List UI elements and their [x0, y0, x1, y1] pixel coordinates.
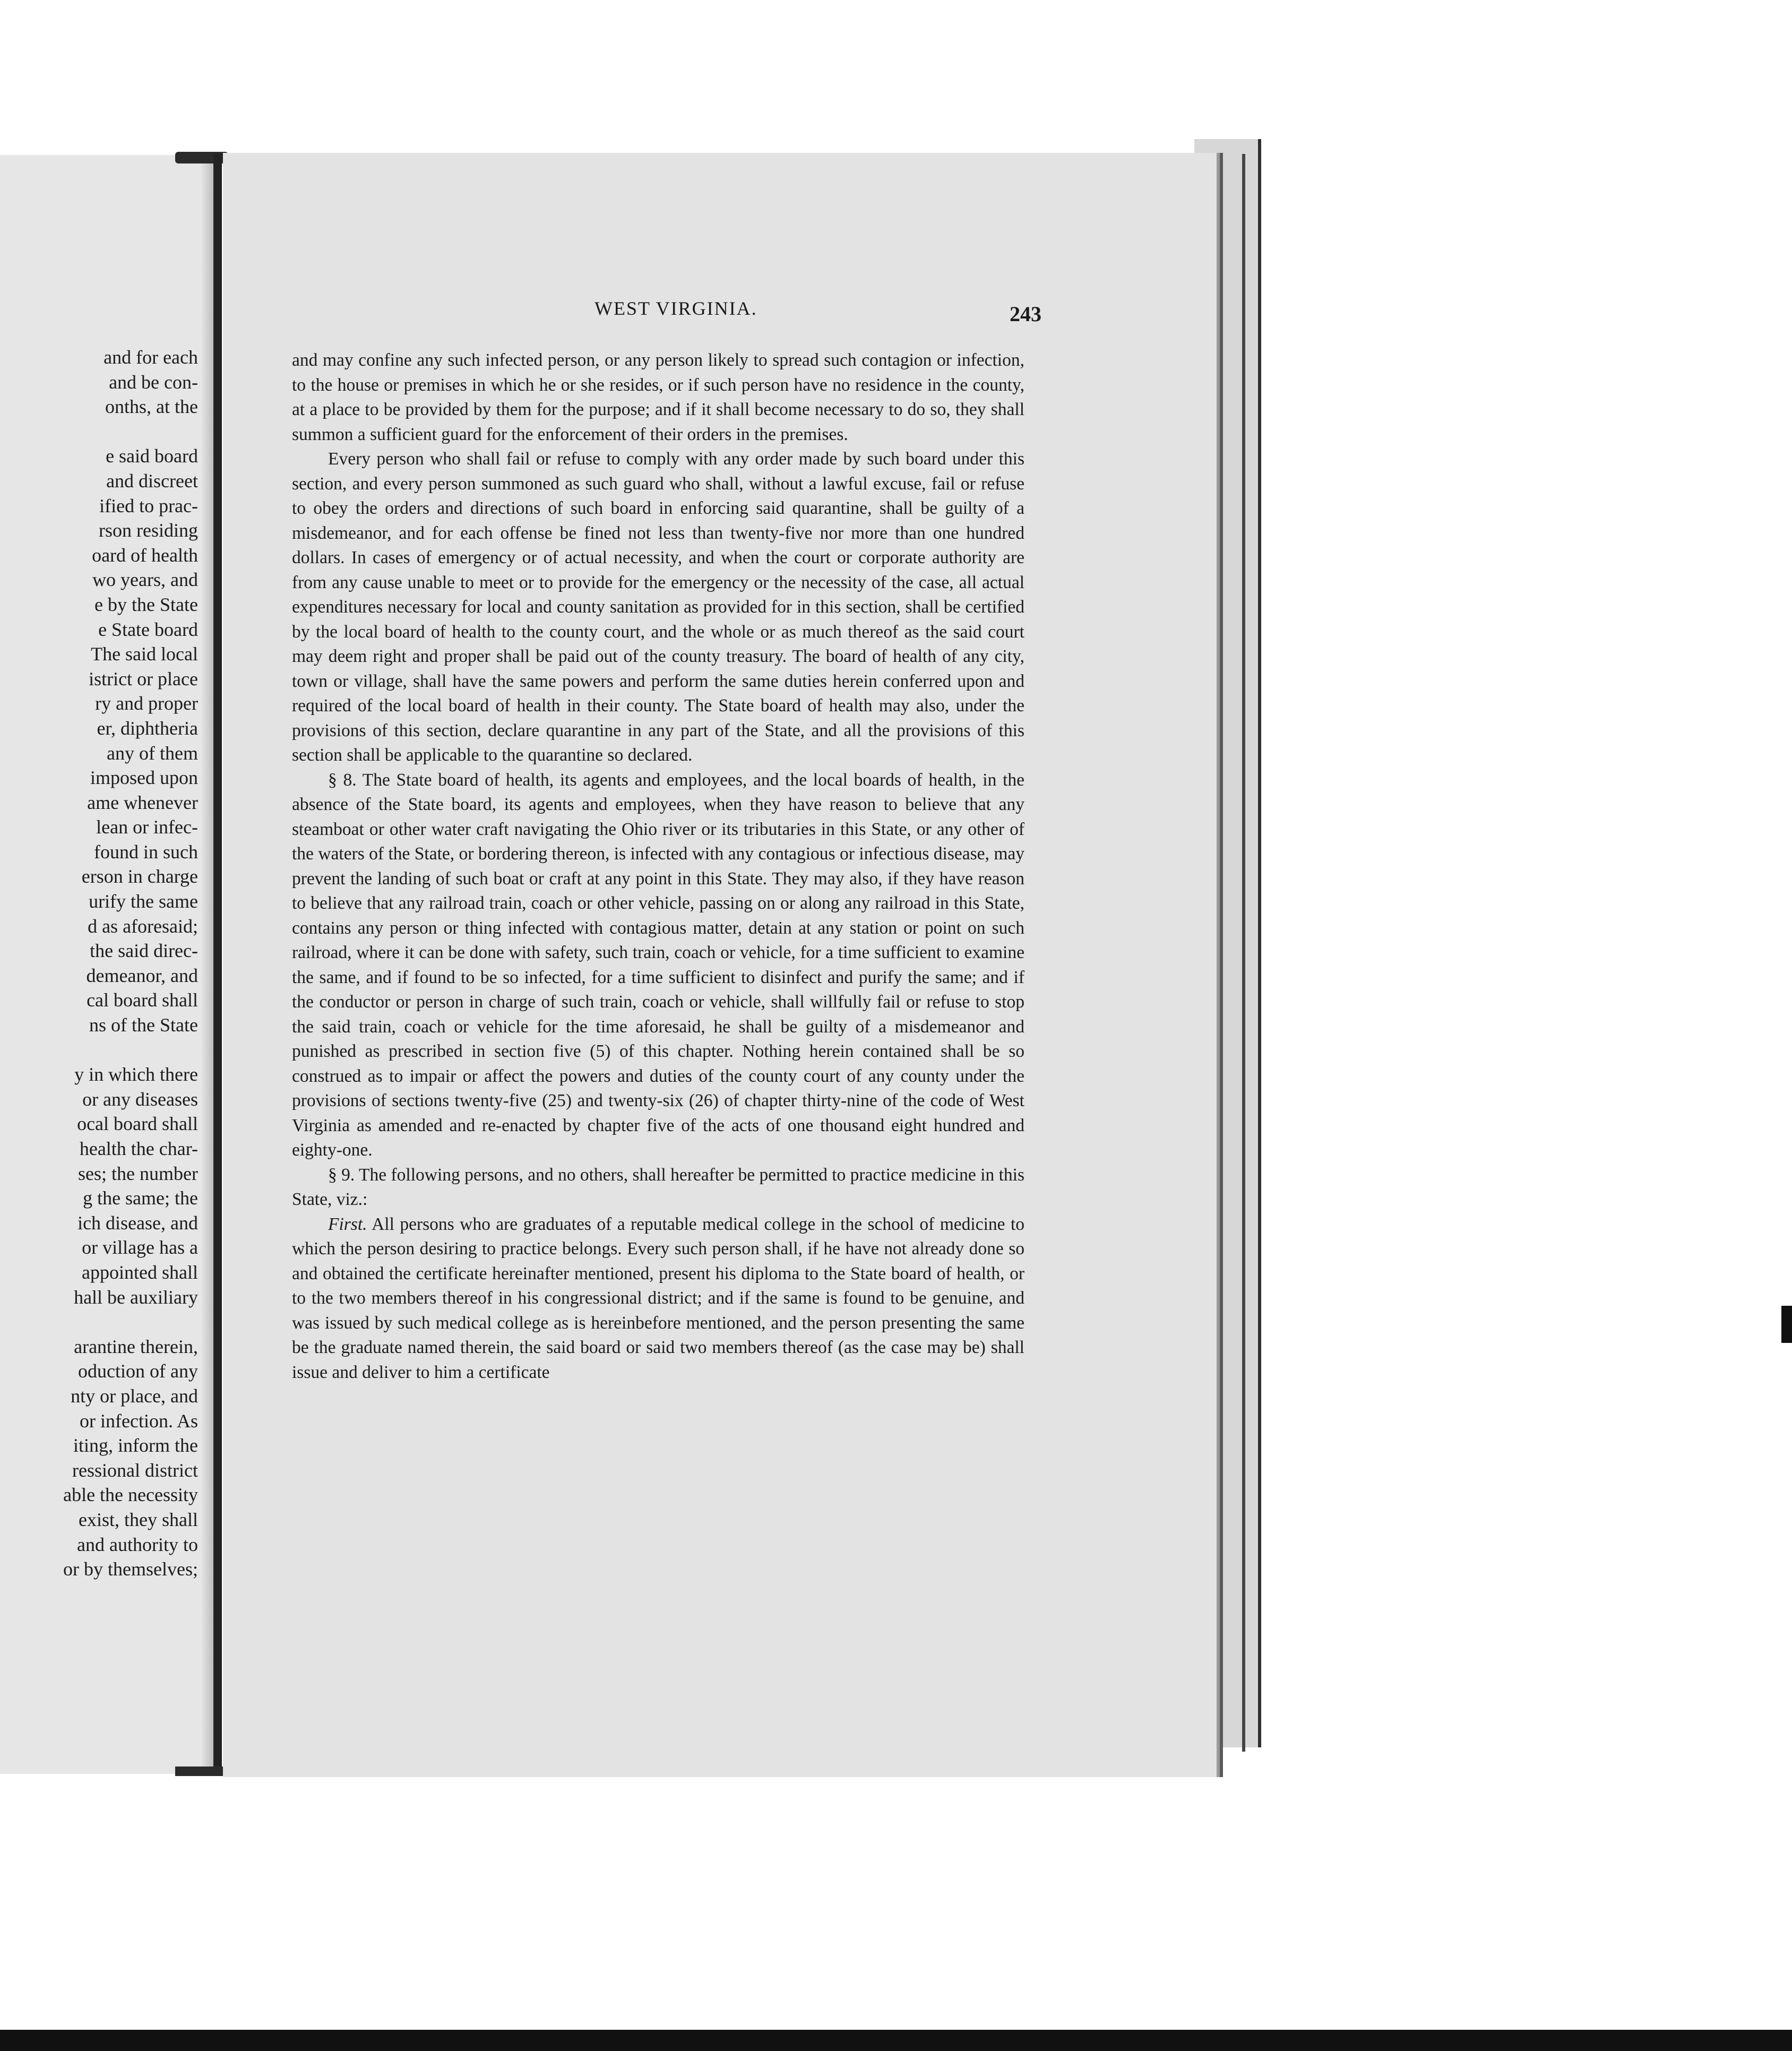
left-page-line: health the char- [79, 1138, 198, 1159]
left-page-line: ocal board shall [77, 1113, 198, 1135]
left-page-line: istrict or place [89, 668, 198, 690]
paragraph-section-8: § 8. The State board of health, its agents and employees, and the local boards of health, in the absence of the State board, its agents and employees, when they have reason to believe that any steamboat or other water craft navigating the Ohio river or its tributaries in this State, or any other of the waters of the State, or bordering thereon, is infected with any contagious or infectious disease, may prevent the landing of such boat or craft at any point in this State. They may also, if they have reason to believe that any railroad train, coach or other vehicle, passing on or along any railroad in this State, contains any person or thing infected with contagious matter, detain at any station or point on such railroad, where it can be done with safety, such train, coach or vehicle, for a time sufficient to examine the same, and if found to be so infected, for a time sufficient to disinfect and purify the same; and if the conductor or person in charge of such train, coach or vehicle, shall willfully fail or refuse to stop the said train, coach or vehicle for the time aforesaid, he shall be guilty of a misdemeanor and punished as prescribed in section five (5) of this chapter. Nothing herein contained shall be so construed as to impair or affect the powers and duties of the county court of any county under the provisions of sections twenty-five (25) and twenty-six (26) of chapter thirty-nine of the code of West Virginia as amended and re-enacted by chapter five of the acts of one thousand eight hundred and eighty-one. [292, 770, 1024, 1160]
left-page-line: lean or infec- [96, 816, 198, 838]
left-page-line: d as aforesaid; [88, 915, 198, 937]
left-page-line: appointed shall [82, 1261, 198, 1283]
left-page-line: erson in charge [81, 866, 198, 887]
left-page-line: ressional district [72, 1459, 198, 1481]
left-page-line: and discreet [106, 470, 198, 492]
left-page-line [0, 1038, 198, 1063]
left-page-line: able the necessity [63, 1484, 198, 1506]
scan-edge-mark [1781, 1306, 1792, 1343]
left-page-line: the said direc- [90, 940, 198, 962]
left-page-line: or by themselves; [63, 1558, 198, 1580]
left-page-line: arantine therein, [74, 1335, 198, 1357]
left-page-line: cal board shall [87, 989, 198, 1011]
left-page-line: ified to prac- [99, 495, 198, 516]
paragraph-text: All persons who are graduates of a reputable medical college in the school of medicine to which the person desiring to practice belongs. Every such person shall, if he have not already done so and obtained the certificate hereinafter mentioned, present his diploma to the State board of health, or to the two members thereof in his congressional district; and if the same is found to be genuine, and was issued by such medical college as is hereinbefore mentioned, and the person presenting the same be the graduate named therein, the said board or said two members thereof (as the case may be) shall issue and deliver to him a certificate [292, 1214, 1024, 1382]
left-page-line: ich disease, and [77, 1212, 198, 1234]
left-page-line: and be con- [109, 371, 198, 393]
left-page-line: e State board [98, 618, 198, 640]
left-page-line: demeanor, and [86, 964, 198, 986]
paragraph-first [292, 1212, 1024, 1385]
left-page-line: exist, they shall [79, 1509, 198, 1530]
left-page-line: iting, inform the [73, 1435, 198, 1457]
left-page-line: or any diseases [82, 1088, 198, 1110]
left-page-line: nty or place, and [71, 1385, 198, 1407]
left-page-line: oard of health [92, 544, 198, 566]
left-page-line: er, diphtheria [97, 717, 198, 739]
left-page-text [0, 345, 198, 1582]
left-page-line [0, 419, 198, 444]
left-page-line: ry and proper [95, 693, 198, 714]
paragraph: and may confine any such infected person, or any person likely to spread such contagion or infection, to the house or premises in which he or she resides, or if such person have no residence in the county, at a place to be provided by them for the purpose; and if it shall become necessary to do so, they shall summon a sufficient guard for the enforcement of their orders in the premises. [292, 350, 1024, 444]
left-page-line: g the same; the [83, 1187, 198, 1209]
left-page-line: and authority to [77, 1533, 198, 1555]
left-page-line: urify the same [89, 891, 198, 912]
running-head-title: WEST VIRGINIA. [595, 298, 757, 319]
left-page-line: oduction of any [78, 1360, 198, 1382]
gutter-shadow [201, 157, 213, 1771]
left-page-line: or infection. As [80, 1410, 198, 1432]
left-page-line: imposed upon [90, 767, 198, 789]
paragraph-section-9: § 9. The following persons, and no others, shall hereafter be permitted to practice medicine in this State, viz.: [292, 1165, 1025, 1209]
left-page-line: e by the State [94, 593, 198, 615]
book-spine [213, 154, 222, 1773]
left-page-line: y in which there [74, 1064, 198, 1085]
left-page-line: onths, at the [105, 396, 198, 418]
left-page-line: found in such [94, 841, 198, 863]
left-page-line [0, 1309, 198, 1334]
left-page-line: ses; the number [78, 1162, 198, 1184]
left-page-line: hall be auxiliary [74, 1286, 198, 1308]
left-page-line: and for each [104, 347, 198, 368]
left-page [0, 155, 210, 1774]
page-body [292, 348, 1024, 1385]
left-page-line: or village has a [82, 1237, 198, 1259]
left-page-line: ame whenever [87, 791, 198, 813]
paragraph: Every person who shall fail or refuse to comply with any order made by such board under this section, and every person summoned as such guard who shall, without a lawful excuse, fail or refuse to obey the orders and directions of such board in enforcing said quarantine, shall be guilty of a misdemeanor, and for each offense be fined not less than twenty-five nor more than one hundred dollars. In cases of emergency or of actual necessity, and when the court or corporate authority are from any cause unable to meet or to provide for the emergency or the necessity of the case, all actual expenditures necessary for local and county sanitation as provided for in this section, shall be certified by the local board of health to the county court, and the whole or as much thereof as the said court may deem right and proper shall be paid out of the county treasury. The board of health of any city, town or village, shall have the same powers and perform the same duties herein conferred upon and required of the local board of health in their county. The State board of health may also, under the provisions of this section, declare quarantine in any part of the State, and all the provisions of this section shall be applicable to the quarantine so declared. [292, 449, 1024, 765]
left-page-line: e said board [106, 445, 198, 467]
left-page-line: rson residing [99, 520, 198, 541]
left-page-line: any of them [107, 742, 198, 764]
left-page-line: wo years, and [92, 569, 198, 591]
left-page-line: ns of the State [89, 1014, 198, 1036]
paragraph-lead: First. [328, 1214, 367, 1234]
right-page [223, 153, 1217, 1777]
left-page-line: The said local [91, 643, 198, 665]
scan-bottom-edge [0, 2030, 1792, 2051]
page-number: 243 [1010, 302, 1041, 326]
